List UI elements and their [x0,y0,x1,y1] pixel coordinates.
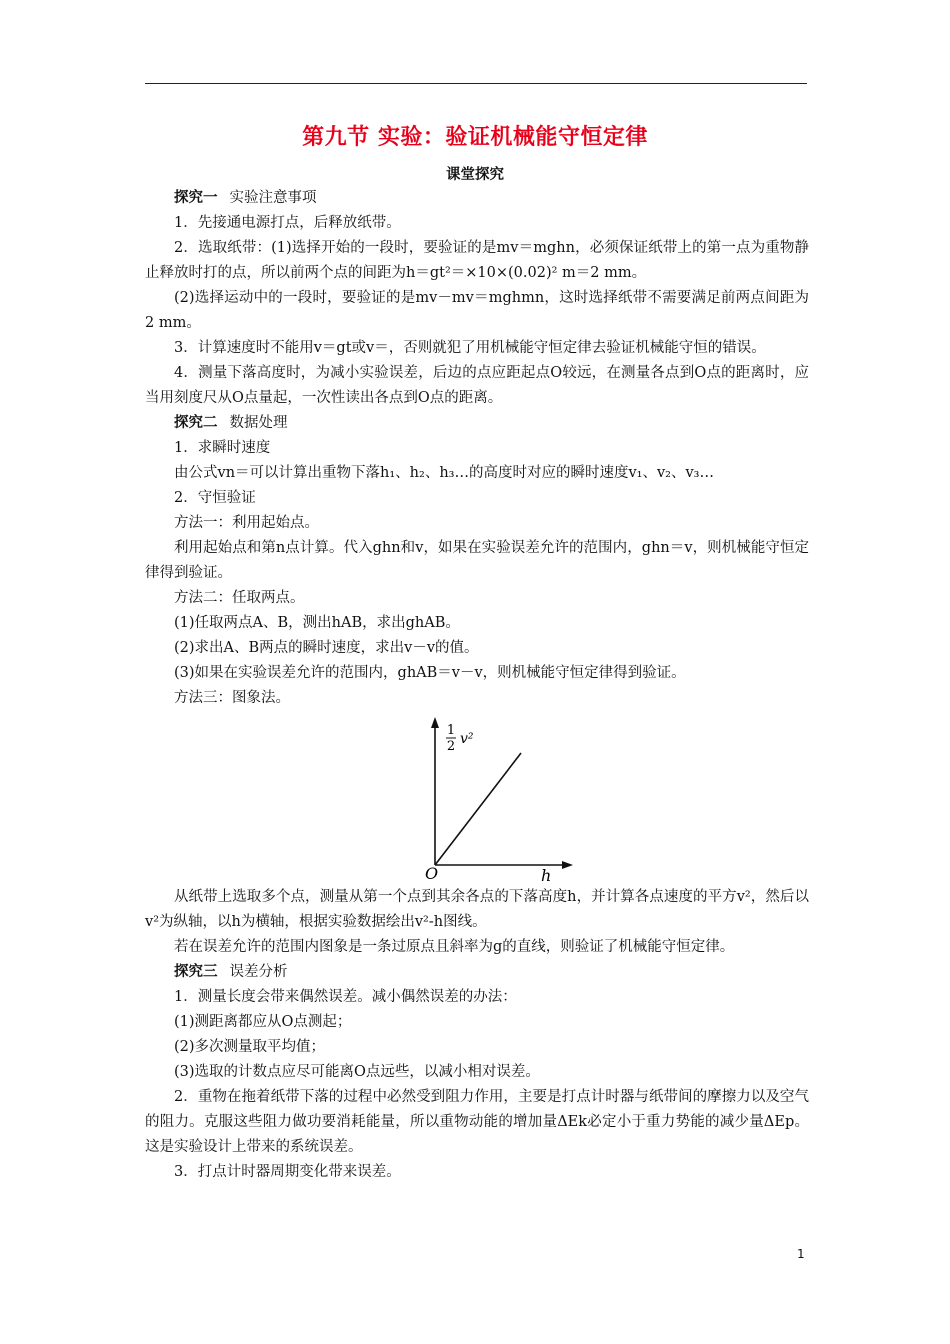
paragraph: 若在误差允许的范围内图象是一条过原点且斜率为g的直线，则验证了机械能守恒定律。 [174,939,735,955]
paragraph: (3)如果在实验误差允许的范围内，ghAB＝v－v，则机械能守恒定律得到验证。 [174,665,686,681]
paragraph: (2)选择运动中的一段时，要验证的是mv－mv＝mghmn，这时选择纸带不需要满足前两点间距为2 mm。 [145,290,809,331]
paragraph: (2)求出A、B两点的瞬时速度，求出v－v的值。 [174,640,479,656]
paragraph: 从纸带上选取多个点，测量从第一个点到其余各点的下落高度h，并计算各点速度的平方v²，然后以v²为纵轴，以h为横轴，根据实验数据绘出v²-h图线。 [145,889,809,930]
paragraph: 3．计算速度时不能用v＝gt或v＝，否则就犯了用机械能守恒定律去验证机械能守恒的错误。 [174,340,766,356]
paragraph: 方法二：任取两点。 [174,590,305,606]
section-label: 探究三 [174,964,218,980]
paragraph: 3．打点计时器周期变化带来误差。 [174,1164,401,1180]
paragraph: (3)选取的计数点应尽可能离O点远些，以减小相对误差。 [174,1064,540,1080]
paragraph: 由公式vn＝可以计算出重物下落h₁、h₂、h₃…的高度时对应的瞬时速度v₁、v₂、v₃… [174,465,714,481]
section-label: 探究二 [174,415,218,431]
paragraph: (2)多次测量取平均值； [174,1039,326,1055]
y-axis-arrow-icon [431,717,439,728]
page-title: 第九节 实验：验证机械能守恒定律 [302,125,648,150]
paragraph: 1．求瞬时速度 [174,440,271,456]
graph-svg [145,713,809,881]
paragraph: 1．先接通电源打点，后释放纸带。 [174,215,401,231]
paragraph: 2．选取纸带：(1)选择开始的一段时，要验证的是mv＝mghn，必须保证纸带上的第一点为重物静止释放时打的点，所以前两个点的间距为h＝gt²＝×10×(0.02)² m＝2 mm。 [145,240,809,281]
paragraph: (1)测距离都应从O点测起； [174,1014,352,1030]
paragraph: 1．测量长度会带来偶然误差。减小偶然误差的办法： [174,989,517,1005]
paragraph: 2．守恒验证 [174,490,256,506]
data-line [435,753,521,865]
section-title: 数据处理 [229,415,288,431]
paragraph: 方法三：图象法。 [174,690,290,706]
section-title: 误差分析 [229,964,288,980]
x-axis-label: h [541,866,552,881]
section-heading [145,411,809,436]
y-axis-label-var: v² [460,731,474,747]
section-title: 实验注意事项 [229,190,317,206]
page-number: 1 [797,1247,805,1261]
header-rule [145,83,807,84]
section-heading [145,960,809,985]
x-axis-arrow-icon [562,861,573,869]
y-axis-label-numerator: 1 [446,723,456,738]
document-body [145,186,809,1185]
section-label: 探究一 [174,190,218,206]
paragraph: 4．测量下落高度时，为减小实验误差，后边的点应距起点O较远，在测量各点到O点的距离时，应当用刻度尺从O点量起，一次性读出各点到O点的距离。 [145,365,809,406]
paragraph: (1)任取两点A、B，测出hAB，求出ghAB。 [174,615,460,631]
v2-h-graph [145,713,809,881]
paragraph: 2．重物在拖着纸带下落的过程中必然受到阻力作用，主要是打点计时器与纸带间的摩擦力以及空气的阻力。克服这些阻力做功要消耗能量，所以重物动能的增加量ΔEk必定小于重力势能的减少量ΔEp。这是实验设计上带来的系统误差。 [145,1089,809,1155]
page-subtitle: 课堂探究 [446,167,504,183]
paragraph: 利用起始点和第n点计算。代入ghn和v，如果在实验误差允许的范围内，ghn＝v，则机械能守恒定律得到验证。 [145,540,809,581]
section-heading [145,186,809,211]
y-axis-label-denominator: 2 [446,739,456,754]
origin-label: O [425,864,439,881]
paragraph: 方法一：利用起始点。 [174,515,319,531]
